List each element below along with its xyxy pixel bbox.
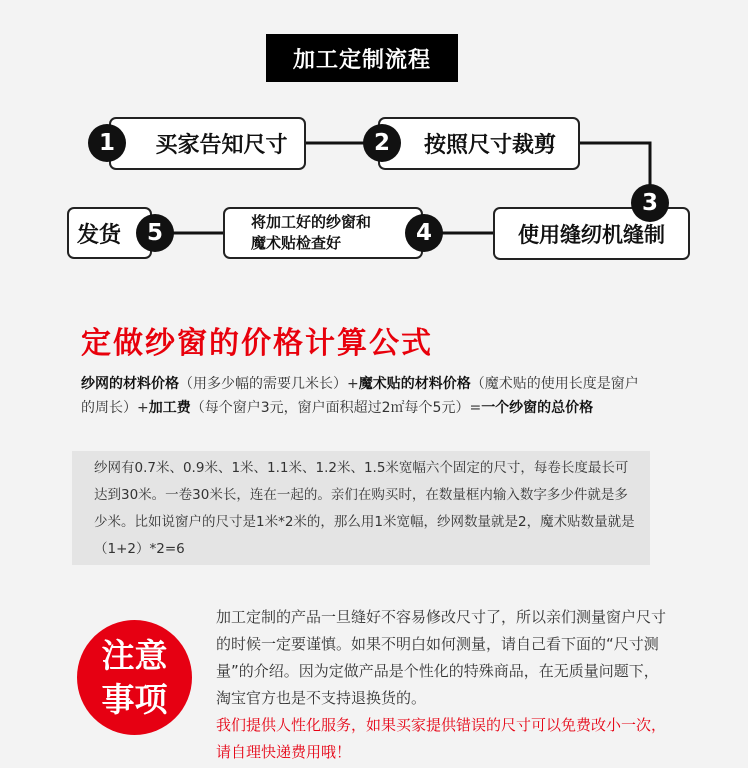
- step-2-box: [378, 117, 580, 170]
- formula-total-price: 一个纱窗的总价格: [481, 400, 594, 416]
- notice-text: [216, 604, 668, 766]
- notice-badge: [77, 620, 192, 735]
- notice-badge-line2: 事项: [101, 679, 168, 719]
- step-1-label: 买家告知尺寸: [155, 133, 288, 158]
- formula-processing-note: （每个窗户3元，窗户面积超过2㎡每个5元）=: [190, 400, 482, 416]
- step-4-label-line1: 将加工好的纱窗和: [250, 213, 371, 231]
- notice-highlight: 我们提供人性化服务，如果买家提供错误的尺寸可以免费改小一次，请自理快递费用哦！: [216, 716, 667, 761]
- formula-processing-fee: 加工费: [148, 400, 191, 416]
- formula-velcro-note: （魔术贴的使用长度是窗户的周长）+: [81, 376, 639, 416]
- step-5-number: 5: [136, 214, 174, 252]
- step-2-number: 2: [363, 124, 401, 162]
- step-1-box: [109, 117, 306, 170]
- pricing-title: 定做纱窗的价格计算公式: [81, 326, 433, 361]
- pricing-example: 纱网有0.7米、0.9米、1米、1.1米、1.2米、1.5米宽幅六个固定的尺寸，每卷长度最长可达到30米。一卷30米长，连在一起的。亲们在购买时，在数量框内输入数字多少件就是多少米。比如说窗户的尺寸是1米*2米的，那么用1米宽幅，纱网数量就是2，魔术贴数量就是（1+2）*2=6: [72, 451, 650, 565]
- connector-2-3: [580, 143, 650, 190]
- formula-velcro-price: 魔术贴的材料价格: [358, 376, 471, 392]
- step-1-number: 1: [88, 124, 126, 162]
- notice-badge-line1: 注意: [101, 635, 168, 675]
- formula-mesh-note: （用多少幅的需要几米长）+: [179, 376, 359, 392]
- step-4-box: [223, 207, 423, 259]
- step-5-label: 发货: [77, 222, 122, 248]
- formula-mesh-price: 纱网的材料价格: [81, 376, 179, 392]
- step-2-label: 按照尺寸裁剪: [423, 133, 556, 158]
- pricing-formula: [81, 372, 651, 420]
- notice-body: 加工定制的产品一旦缝好不容易修改尺寸了，所以亲们测量窗户尺寸的时候一定要谨慎。如果不明白如何测量，请自己看下面的“尺寸测量”的介绍。因为定做产品是个性化的特殊商品，在无质量问题下，淘宝官方也是不支持退换货的。: [216, 608, 667, 707]
- step-4-number: 4: [405, 214, 443, 252]
- step-4-label-line2: 魔术贴检查好: [250, 234, 341, 252]
- step-3-label: 使用缝纫机缝制: [518, 222, 665, 247]
- process-title: 加工定制流程: [266, 34, 458, 82]
- step-3-number: 3: [631, 184, 669, 222]
